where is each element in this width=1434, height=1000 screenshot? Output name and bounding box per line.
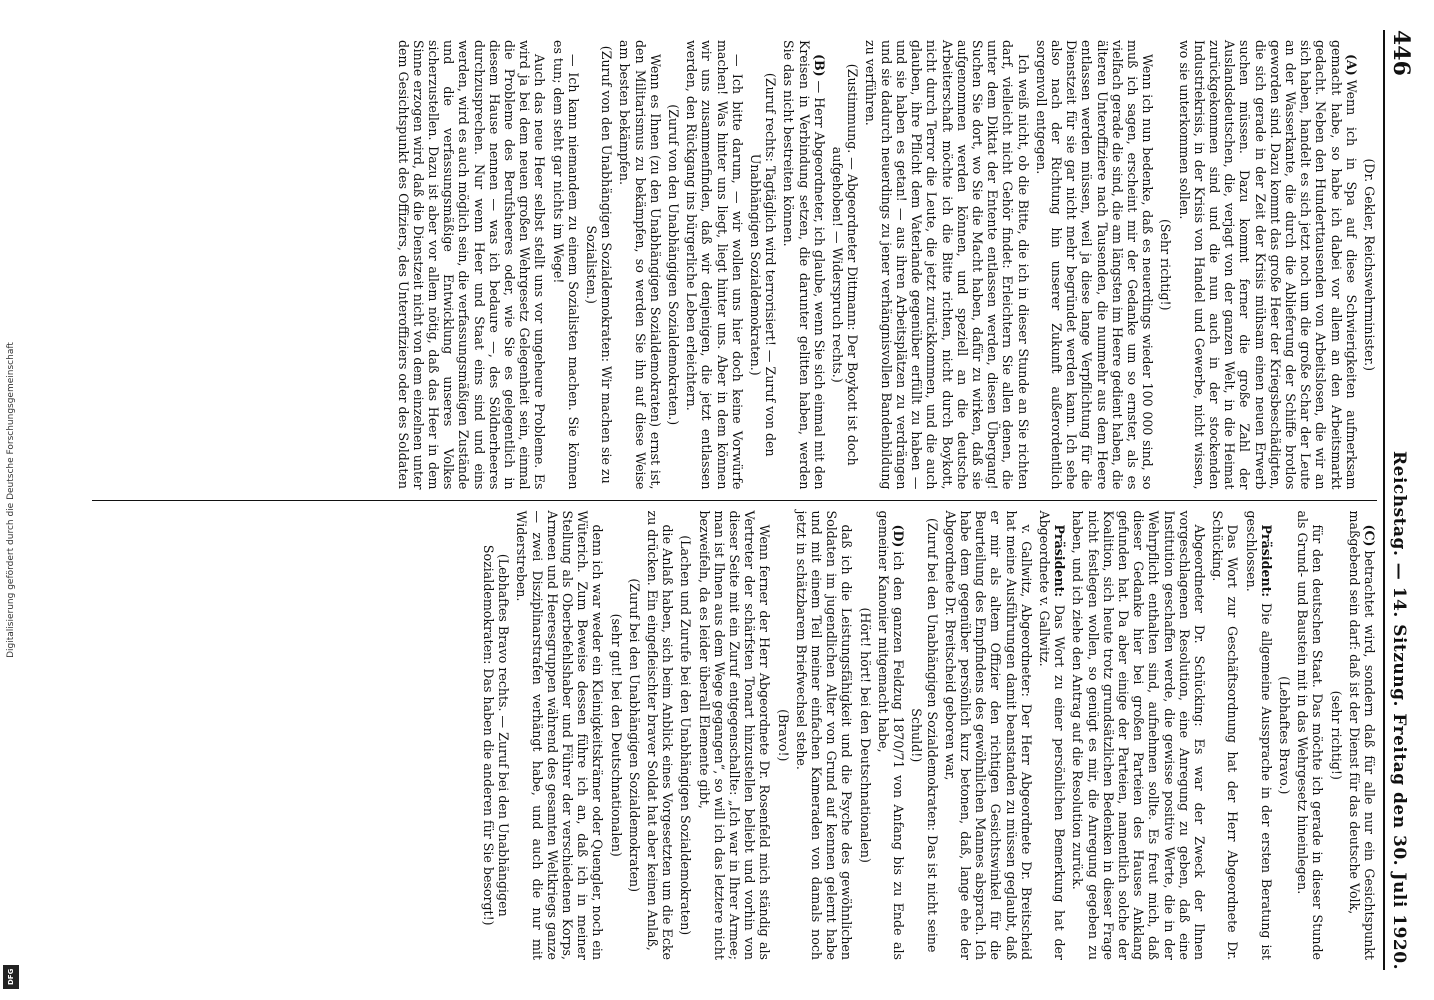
paragraph-text: (Lebhaftes Bravo.): [1276, 676, 1292, 795]
paragraph-text: daß ich die Leistungsfähigkeit und die Psyche des gewöhnlichen Soldaten im jugendlichen Alter von Grund auf kennen gelernt habe und mit einem Teil meiner einfachen Kameraden von damals noch jetzt in schätzbarem Briefwechsel stehe.: [793, 510, 855, 960]
margin-marker: (C): [1362, 524, 1377, 547]
paragraph: [943, 511, 1034, 961]
paragraph-text: Die allgemeine Aussprache in der ersten Beratung ist geschlossen.: [1243, 510, 1274, 960]
paragraph-text: Auch das neue Heer selbst stellt uns vor ungeheure Probleme. Es wird ja bei dem neuen großen Wehrgesetz Gelegenheit sein, einmal die Probleme des Berufsheeres oder, wie Sie es gelegentlich in diesem Hause nennen — was ich bedaure —, des Söldnerheeres durchzusprechen. Nur wenn Heer und Staat eins sind und eins werden, wird es auch möglich sein, die verfassungsmäßigen Zustände und die verfassungsmäßige Entwicklung unseres Volkes sicherzustellen. Dazu ist aber vor allem nötig, daß das Heer in dem Sinne erzogen wird, daß die Dienstzeit nicht von dem einzelnen unter dem Gesichtspunkt des Offiziers, des Unteroffiziers oder des Soldaten: [395, 40, 548, 490]
paragraph-text: (Dr. Gekler, Reichswehrminister.): [1362, 158, 1377, 371]
paragraph-text: Das Wort zu einer persönlichen Bemerkung hat der Abgeordnete v. Gallwitz.: [1036, 510, 1068, 960]
paragraph-text: (sehr gut! bei den Deutschnationalen): [608, 613, 624, 857]
paragraph: [608, 511, 623, 961]
paragraph-text: (Zuruf rechts: Tagtäglich wird terrorisiert! — Zuruf von den Unabhängigen Sozialdemokraten.): [748, 72, 779, 457]
paragraph-text: — Herr Abgeordneter, ich glaube, wenn Sie sich einmal mit den Kreisen in Verbindung setzen, die darunter gelitten haben, werden Sie das nicht bestreiten können.: [781, 40, 827, 490]
paragraph: [858, 511, 873, 961]
paragraph: [1070, 511, 1207, 961]
paragraph: [794, 511, 855, 961]
paragraph: [627, 511, 642, 961]
paragraph-text: Wenn ich nun bedenke, daß es neuerdings wieder 100 000 sind, so muß ich sagen, erscheint mir der Gedanke um so ernster, als es vielfach gerade die sind, die am längsten im Heere gedient haben, die älteren Unteroffiziere nach Tausenden, die nunmehr aus dem Heere entlassen werden müssen, weil ja diese lange Verpflichtung für die Dienstzeit für sie gar nicht mehr begründet werden kann. Ich sehe also nach der Richtung hin unserer Zukunft außerordentlich sorgenvoll entgegen.: [1033, 40, 1156, 490]
paragraph: [617, 40, 663, 490]
speaker-label: Präsident:: [1258, 524, 1274, 598]
paragraph: [1034, 40, 1156, 490]
paragraph: [1295, 511, 1325, 961]
dfg-logo: DFG: [3, 965, 19, 989]
paragraph: [514, 511, 605, 961]
paragraph: [1210, 511, 1240, 961]
margin-marker: (D): [891, 524, 907, 548]
paragraph-text: — Ich bitte darum, — wir wollen uns hier doch keine Vorwürfe machen! Was hinter uns liegt, liegt hinter uns. Aber in dem können wir uns zusammenfinden, daß wir denjenigen, die jetzt entlassen werden, den Rückgang ins bürgerliche Leben erleichtern.: [684, 40, 745, 490]
paragraph: [748, 40, 778, 490]
paragraph-text: (Bravo!): [775, 709, 791, 762]
paragraph: [678, 511, 693, 961]
paragraph-text: für den deutschen Staat. Das möchte ich gerade in dieser Stunde als Grund- und Baustein mit in das Wehrgesetz hineinlegen.: [1295, 510, 1326, 960]
page-title: Reichstag. — 14. Sitzung. Freitag den 30. Juli 1920.: [1389, 451, 1409, 970]
paragraph: [645, 511, 675, 961]
paragraph-text: (Zuruf von den Unabhängigen Sozialdemokraten: Wir machen sie zu Sozialisten.): [584, 45, 615, 484]
paragraph-text: ich den ganzen Feldzug 1870/71 von Anfang bis zu Ende als gemeiner Kanonier mitgemacht habe,: [875, 510, 907, 960]
paragraph-text: (Zuruf von den Unabhängigen Sozialdemokraten.): [666, 104, 682, 426]
paragraph-text: (Zustimmung. — Abgeordneter Dittmann: Der Boykott ist doch aufgehoben! — Widerspruch rechts.): [830, 63, 861, 466]
speaker-label: Präsident:: [1052, 524, 1068, 598]
paragraph-text: (Zuruf bei den Unabhängigen Sozialdemokraten: Das ist nicht seine Schuld!): [909, 518, 940, 953]
paragraph: [876, 511, 906, 961]
paragraph: [830, 40, 860, 490]
paragraph-text: Wenn ferner der Herr Abgeordnete Dr. Rosenfeld mich ständig als Vertreter der schärfsten Tonart hinzustellen beliebt und vorhin von dieser Seite mit ein Zuruf entgegenschallte: „Ich war in Ihrer Armee; man ist Ihnen aus dem Wege gegangen“, so will ich das letztere nicht bezweifeln, da es leider überall Elemente gibt,: [696, 510, 773, 960]
paragraph: [909, 511, 939, 961]
paragraph-text: betrachtet wird, sondern daß für alle nur ein Gesichtspunkt maßgebend sein darf: daß ist der Dienst für das deutsche Volk,: [1346, 510, 1377, 960]
paragraph: [1176, 40, 1358, 490]
paragraph-text: Ich weiß nicht, ob die Bitte, die ich in dieser Stunde an Sie richten darf, vielleicht nicht Gehör findet: Erleichtern Sie allen denen, die unter dem Diktat der Entente entlassen werden, diesen Übergang! Suchen Sie dort, wo Sie die Macht haben, dafür zu wirken, daß sie aufgenommen werden können, und speziell an die deutsche Arbeiterschaft möchte ich die Bitte richten, nicht durch Boykott, nicht durch Terror die Leute, die jetzt zurückkommen, und die auch glauben, ihre Pflicht dem Vaterlande gegenüber erfüllt zu haben — und sie haben es getan! — aus ihren Arbeitsplätzen zu verdrängen und sie dadurch neuerdings zu jener verhängnisvollen Bandenbildung zu verführen.: [863, 40, 1031, 490]
paragraph: [1158, 40, 1173, 490]
page-content: [70, 20, 1420, 980]
paragraph: [1037, 511, 1067, 961]
paragraph-text: die Anlaß haben, sich beim Anblick eines Vorgesetzten um die Ecke zu drücken. Ein eingefleischter braver Soldat hat aber keinen Anlaß,: [645, 510, 676, 960]
right-column: [92, 500, 1377, 971]
paragraph: [666, 40, 681, 490]
margin-marker: (A): [1343, 54, 1359, 76]
page-header: [1383, 30, 1414, 970]
paragraph-text: — Ich kann niemandem zu einem Sozialisten machen. Sie können es tun; dem steht gar nichts im Wege!: [550, 40, 581, 490]
paragraph: [584, 40, 614, 490]
paragraph-text: (Lebhaftes Bravo rechts. — Zuruf bei den Unabhängigen Sozialdemokraten: Das haben die anderen für Sie besorgt!): [481, 544, 512, 926]
side-strip: [0, 0, 22, 1000]
paragraph: [684, 40, 745, 490]
digitization-credit: Digitalisierung gefördert durch die Deutsche Forschungsgemeinschaft: [6, 342, 16, 658]
paragraph-text: denn ich war weder ein Kleinigkeitskrämer oder Quengler, noch ein Wüterich. Zum Beweise dessen führe ich an, daß ich in meiner Stellung als Oberbefehlshaber und Führer der verschiedenen Korps, Armeen und Heeresgruppen während des gesamten Weltkriegs ganze — zwei Disziplinarstrafen verhängt habe, und auch die nur mit Widerstreben.: [514, 510, 606, 960]
paragraph: [395, 40, 547, 490]
paragraph: [1243, 511, 1273, 961]
paragraph-text: (sehr richtig!): [1328, 690, 1344, 780]
paragraph: [863, 40, 1030, 490]
paragraph: [1347, 511, 1377, 961]
paragraph: [696, 511, 772, 961]
paragraph: [1362, 40, 1377, 490]
paragraph: [775, 511, 790, 961]
page-number: 446: [1388, 30, 1414, 76]
paragraph-text: (Lachen und Zurufe bei den Unabhängigen Sozialdemokraten): [678, 535, 694, 936]
paragraph-text: (Hört! hört! bei den Deutschnationalen): [857, 607, 873, 863]
paragraph: [550, 40, 580, 490]
paragraph: [1328, 511, 1343, 961]
paragraph-text: (Sehr richtig!): [1158, 219, 1174, 311]
paragraph-text: v. Gallwitz, Abgeordneter: Der Herr Abgeordnete Dr. Breitscheid hat meine Ausführungen damit beanstanden zu müssen geglaubt, daß er mir als altem Offizier den richtigen Gesichtswinkel für die Beurteilung des Empfindens des gewöhnlichen Mannes absprach. Ich habe dem gegenüber persönlich kurz betonen, daß, lange ehe der Abgeordnete Dr. Breitscheid geboren war,: [942, 510, 1034, 960]
paragraph: [781, 40, 827, 490]
paragraph-text: Abgeordneter Dr. Schücking: Es war der Zweck der Ihnen vorgeschlagenen Resolution, eine Anregung zu geben, daß eine Institution geschaffen werde, die gewisse positive Werte, die in der Wehrpflicht enthalten sind, aufnehmen sollte. Es freut mich, daß dieser Gedanke hier bei großen Parteien des Hauses Anklang gefunden hat. Da aber einige der Parteien, namentlich solche der Koalition, sich heute trotz grundsätzlichen Bedenken in dieser Frage nicht festlegen wollen, so genügt es mir, die Anregung gegeben zu haben, und ich ziehe den Antrag auf die Resolution zurück.: [1070, 510, 1207, 960]
paragraph-text: Wenn ich in Spa auf diese Schwierigkeiten aufmerksam gemacht habe, so habe ich dabei vor allem an den Arbeitsmarkt gedacht. Neben den Hunderttausenden von Arbeitslosen, die wir an sich haben, handelt es sich jetzt noch um die große Schar der Leute an der Wasserkante, die durch die Ablieferung der Schiffe brotlos geworden sind. Dazu kommt das große Heer der Kriegsbeschädigten, die sich gerade in der Zeit der Krisis mühsam einen neuen Erwerb suchen müssen. Dazu kommt ferner die große Zahl der Auslandsdeutschen, die, verjagt von der ganzen Welt, in die Heimat zurückgekommen sind und die nun auch in der stockenden Industriekrisis, in der Krisis von Handel und Gewerbe, nicht wissen, wo sie unterkommen sollen.: [1176, 40, 1359, 490]
scanned-page: [70, 20, 1420, 980]
columns: [92, 30, 1377, 970]
margin-marker: (B): [811, 54, 827, 77]
paragraph: [481, 511, 511, 961]
paragraph-text: Wenn es Ihnen (zu den Unabhängigen Sozialdemokraten) ernst ist, den Militarismus zu bekämpfen, so werden Sie ihn auf diese Weise am besten bekämpfen.: [617, 40, 663, 490]
paragraph-text: (Zuruf bei den Unabhängigen Sozialdemokraten): [626, 578, 642, 893]
paragraph: [1277, 511, 1292, 961]
left-column: [92, 30, 1377, 500]
paragraph-text: Das Wort zur Geschäftsordnung hat der Herr Abgeordnete Dr. Schücking.: [1210, 510, 1241, 960]
